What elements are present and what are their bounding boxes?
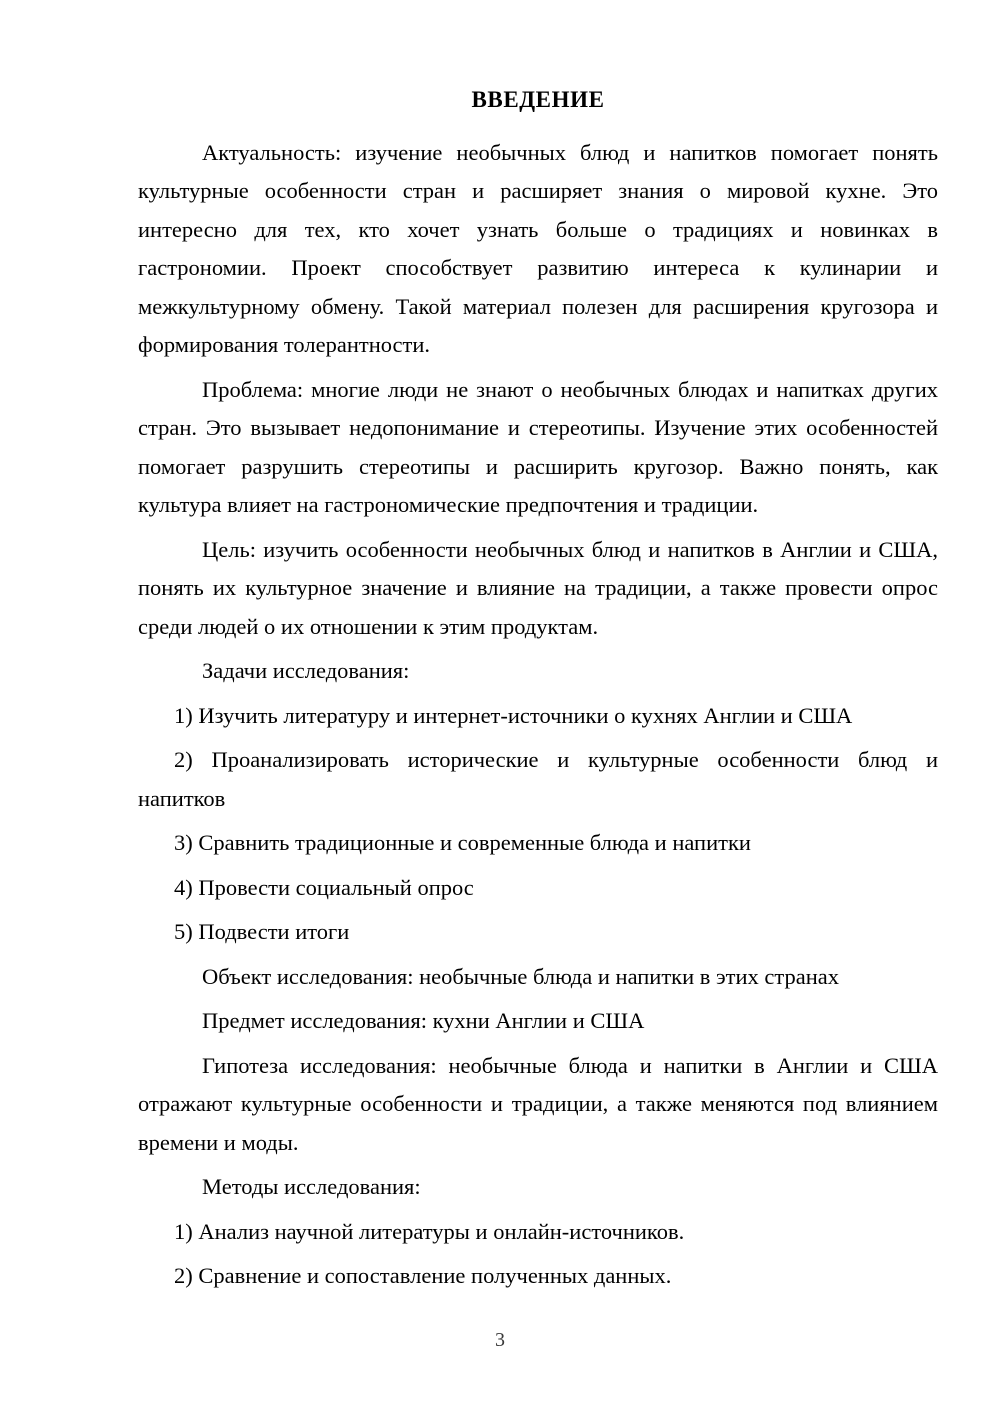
tasks-heading: Задачи исследования: [202,658,410,684]
paragraph-goal: Цель: изучить особенности необычных блюд и напитков в Англии и США, понять их культурное значение и влияние на традиции, а также провести опрос среди людей о их отношении к этим продуктам. [138,536,938,639]
paragraph-relevance: Актуальность: изучение необычных блюд и напитков помогает понять культурные особенности стран и расширяет знания о мировой кухне. Это интересно для тех, кто хочет узнать больше о традициях и новинках в гастрономии. Проект способствует развитию интереса к кулинарии и межкультурному обмену. Такой материал полезен для расширения кругозора и формирования толерантности. [138,139,938,358]
task-item-2: 2) Проанализировать исторические и культурные особенности блюд и напитков [138,747,938,811]
page-content [138,86,938,1302]
page-title: ВВЕДЕНИЕ [471,87,605,112]
method-item-2: 2) Сравнение и сопоставление полученных данных. [174,1263,672,1289]
task-item-1: 1) Изучить литературу и интернет-источники о кухнях Англии и США [174,702,853,728]
methods-heading: Методы исследования: [202,1174,421,1200]
task-item-4: 4) Провести социальный опрос [174,874,474,900]
method-item-1: 1) Анализ научной литературы и онлайн-источников. [174,1218,685,1244]
paragraph-object: Объект исследования: необычные блюда и напитки в этих странах [202,963,840,989]
task-item-3: 3) Сравнить традиционные и современные блюда и напитки [174,830,751,856]
page-number: 3 [495,1329,505,1351]
paragraph-subject: Предмет исследования: кухни Англии и США [202,1008,645,1034]
paragraph-hypothesis: Гипотеза исследования: необычные блюда и напитки в Англии и США отражают культурные особенности и традиции, а также меняются под влиянием времени и моды. [138,1052,938,1155]
task-item-5: 5) Подвести итоги [174,919,350,945]
paragraph-problem: Проблема: многие люди не знают о необычных блюдах и напитках других стран. Это вызывает недопонимание и стереотипы. Изучение этих особенностей помогает разрушить стереотипы и расширить кругозор. Важно понять, как культура влияет на гастрономические предпочтения и традиции. [138,376,938,518]
